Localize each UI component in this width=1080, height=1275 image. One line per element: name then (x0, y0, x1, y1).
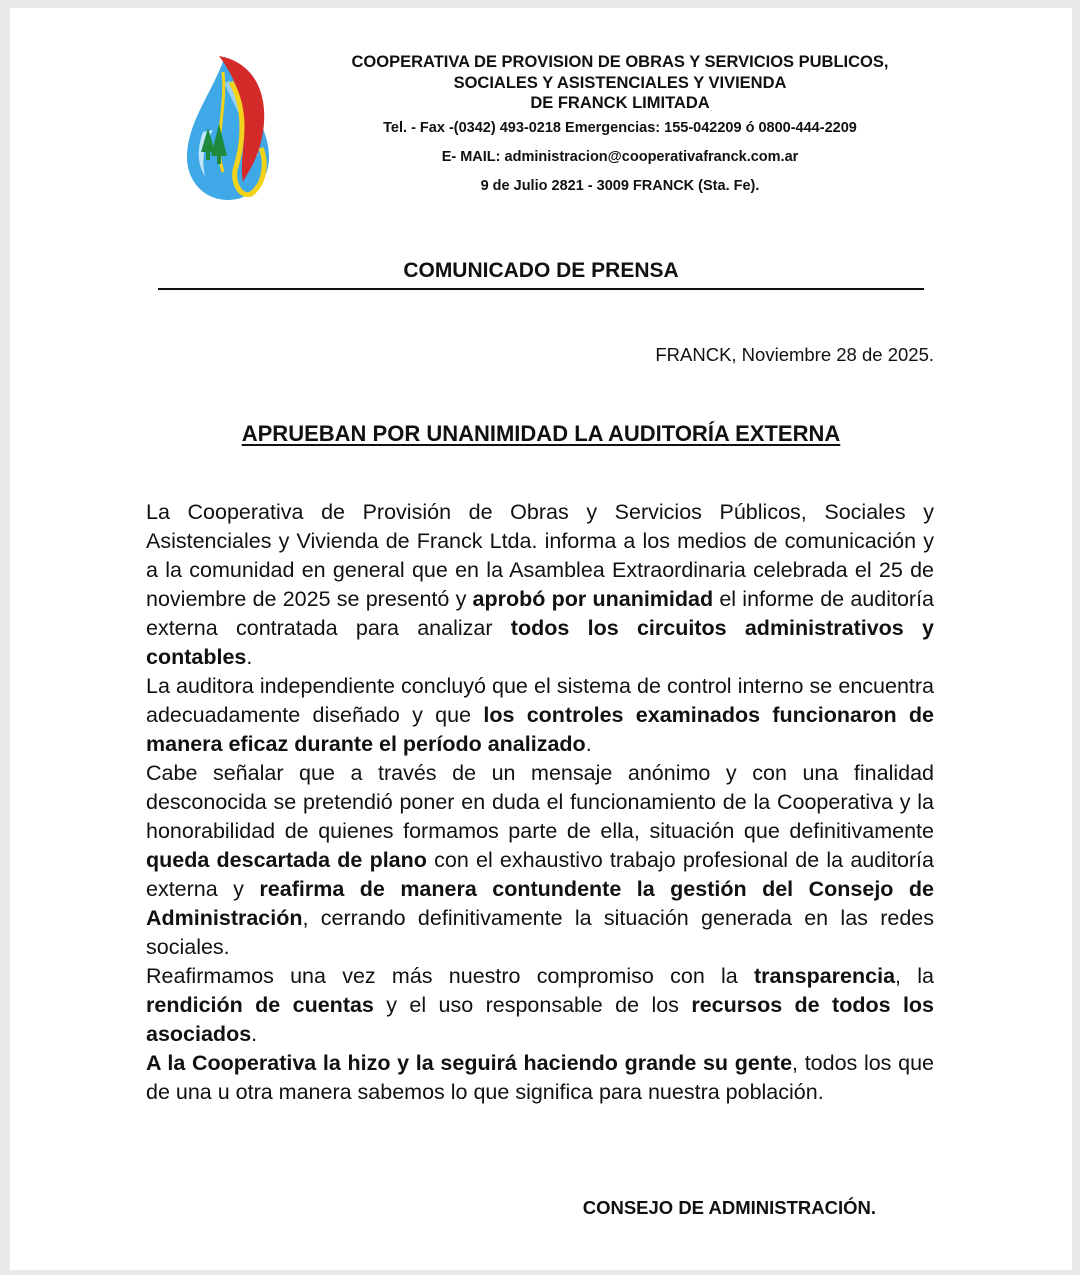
bold-run: queda descartada de plano (146, 848, 427, 872)
text-run: , la (895, 964, 934, 988)
bold-run: transparencia (754, 964, 896, 988)
press-release-title: COMUNICADO DE PRENSA (158, 258, 924, 290)
bold-run: aprobó por unanimidad (472, 587, 714, 611)
organization-header (300, 52, 940, 201)
signature: CONSEJO DE ADMINISTRACIÓN. (582, 1197, 876, 1218)
text-run: . (251, 1022, 258, 1046)
org-name-line-2: SOCIALES Y ASISTENCIALES Y VIVIENDA (453, 73, 787, 92)
paragraph-4 (146, 962, 934, 1049)
text-run: con el exhaustivo trabajo profesional de la auditoría externa y (146, 848, 934, 901)
bold-run: reafirma de manera contundente la gestión del Consejo de Administración (146, 877, 934, 930)
bold-run: recursos de todos los asociados (146, 993, 935, 1046)
document-date: FRANCK, Noviembre 28 de 2025. (655, 344, 934, 365)
paragraph-3 (146, 759, 934, 962)
address-line: 9 de Julio 2821 - 3009 FRANCK (Sta. Fe). (480, 177, 760, 194)
paragraph-2 (146, 672, 934, 759)
bold-run: todos los circuitos administrativos y contables (146, 616, 935, 669)
text-run: Cabe señalar que a través de un mensaje anónimo y con una finalidad desconocida se pretendió poner en duda el funcionamiento de la Cooperativa y la honorabilidad de quienes formamos parte de ella, situación que definitivamente (146, 761, 934, 843)
text-run: Reafirmamos una vez más nuestro compromiso con la (146, 964, 755, 988)
bold-run: rendición de cuentas (146, 993, 374, 1017)
paragraph-1 (146, 498, 934, 672)
headline: APRUEBAN POR UNANIMIDAD LA AUDITORÍA EXTERNA (241, 421, 841, 446)
org-name-line-3: DE FRANCK LIMITADA (530, 94, 710, 112)
text-run: , cerrando definitivamente la situación generada en las redes sociales. (146, 906, 934, 959)
phone-line: Tel. - Fax -(0342) 493-0218 Emergencias: 155-042209 ó 0800-444-2209 (383, 119, 857, 136)
text-run: , todos los que de una u otra manera sabemos lo que significa para nuestra población. (146, 1051, 934, 1104)
email-line: E- MAIL: administracion@cooperativafranck.com.ar (441, 148, 799, 165)
text-run: La auditora independiente concluyó que el sistema de control interno se encuentra adecuadamente diseñado y que (146, 674, 934, 727)
text-run: . (246, 645, 253, 669)
text-run: La Cooperativa de Provisión de Obras y Servicios Públicos, Sociales y Asistenciales y Vivienda de Franck Ltda. informa a los medios de comunicación y a la comunidad en general que en la Asamblea Extraordinaria celebrada el 25 de noviembre de 2025 se presentó y (146, 500, 934, 611)
bold-run: los controles examinados funcionaron de manera eficaz durante el período analizado (146, 703, 934, 756)
org-name-line-1: COOPERATIVA DE PROVISION DE OBRAS Y SERVICIOS PUBLICOS, (351, 53, 889, 71)
water-drop-logo-icon (183, 52, 273, 202)
bold-run: A la Cooperativa la hizo y la seguirá haciendo grande su gente (146, 1051, 793, 1075)
text-run: el informe de auditoría externa contratada para analizar (146, 587, 934, 640)
text-run: y el uso responsable de los (373, 993, 692, 1017)
body-text (146, 498, 934, 1107)
paragraph-5 (146, 1049, 934, 1107)
text-run: . (585, 732, 592, 756)
